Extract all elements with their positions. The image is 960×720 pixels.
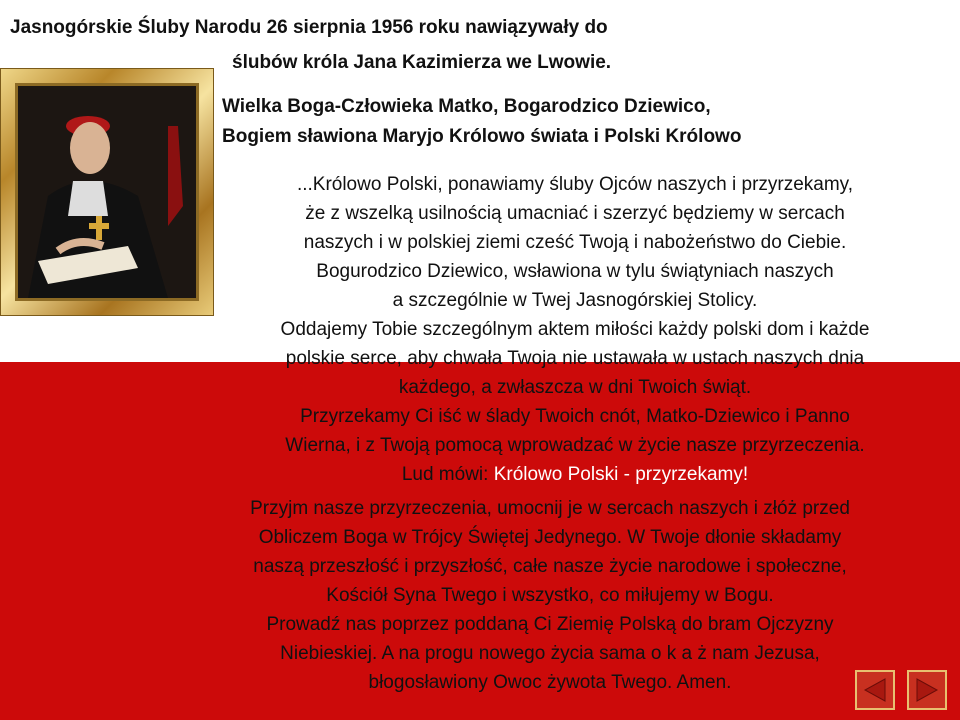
vow-line: Oddajemy Tobie szczególnym aktem miłości każdy polski dom i każde	[280, 319, 870, 340]
response-line	[190, 460, 960, 489]
closing-line: naszą przeszłość i przyszłość, całe nasze życie narodowe i społeczne,	[253, 556, 847, 577]
triangle-left-icon	[861, 676, 889, 704]
response-prefix: Lud mówi:	[401, 464, 494, 485]
vow-line: polskie serce, aby chwała Twoja nie ustawała w ustach naszych dnia	[285, 348, 865, 369]
vow-line: naszych i w polskiej ziemi cześć Twoją i nabożeństwo do Ciebie.	[303, 232, 847, 253]
vow-line: Przyrzekamy Ci iść w ślady Twoich cnót, Matko-Dziewico i Panno	[300, 406, 850, 427]
closing-line: Kościół Syna Twego i wszystko, co miłujemy w Bogu.	[326, 585, 774, 606]
vow-line: a szczególnie w Twej Jasnogórskiej Stolicy.	[392, 290, 758, 311]
cardinal-portrait	[18, 86, 196, 298]
portrait-image	[18, 86, 196, 298]
closing-line: błogosławiony Owoc żywota Twego. Amen.	[368, 672, 732, 693]
closing-text-block	[160, 494, 940, 697]
vow-line: Bogurodzico Dziewico, wsławiona w tylu świątyniach naszych	[316, 261, 834, 282]
response-text: Królowo Polski - przyrzekamy!	[493, 464, 749, 485]
vow-line: że z wszelką usilnością umacniać i szerzyć będziemy w sercach	[305, 203, 845, 224]
title-line-1: Jasnogórskie Śluby Narodu 26 sierpnia 1956 roku nawiązywały do	[10, 17, 608, 38]
invocation-line-1: Wielka Boga-Człowieka Matko, Bogarodzico Dziewico,	[222, 96, 711, 117]
invocation-line-2: Bogiem sławiona Maryjo Królowo świata i Polski Królowo	[222, 126, 742, 147]
next-slide-button[interactable]	[907, 670, 947, 710]
vow-line: każdego, a zwłaszcza w dni Twoich świąt.	[398, 377, 752, 398]
title-line-2: ślubów króla Jana Kazimierza we Lwowie.	[232, 52, 612, 73]
portrait-frame	[0, 68, 214, 316]
previous-slide-button[interactable]	[855, 670, 895, 710]
closing-line: Niebieskiej. A na progu nowego życia sama o k a ż nam Jezusa,	[280, 643, 820, 664]
closing-line: Obliczem Boga w Trójcy Świętej Jedynego. W Twoje dłonie składamy	[258, 527, 842, 548]
vow-text-block	[190, 170, 960, 489]
vow-line: ...Królowo Polski, ponawiamy śluby Ojców naszych i przyrzekamy,	[296, 174, 854, 195]
closing-line: Przyjm nasze przyrzeczenia, umocnij je w sercach naszych i złóż przed	[250, 498, 850, 519]
triangle-right-icon	[913, 676, 941, 704]
closing-line: Prowadź nas poprzez poddaną Ci Ziemię Polską do bram Ojczyzny	[266, 614, 834, 635]
vow-line: Wierna, i z Twoją pomocą wprowadzać w życie nasze przyrzeczenia.	[285, 435, 865, 456]
